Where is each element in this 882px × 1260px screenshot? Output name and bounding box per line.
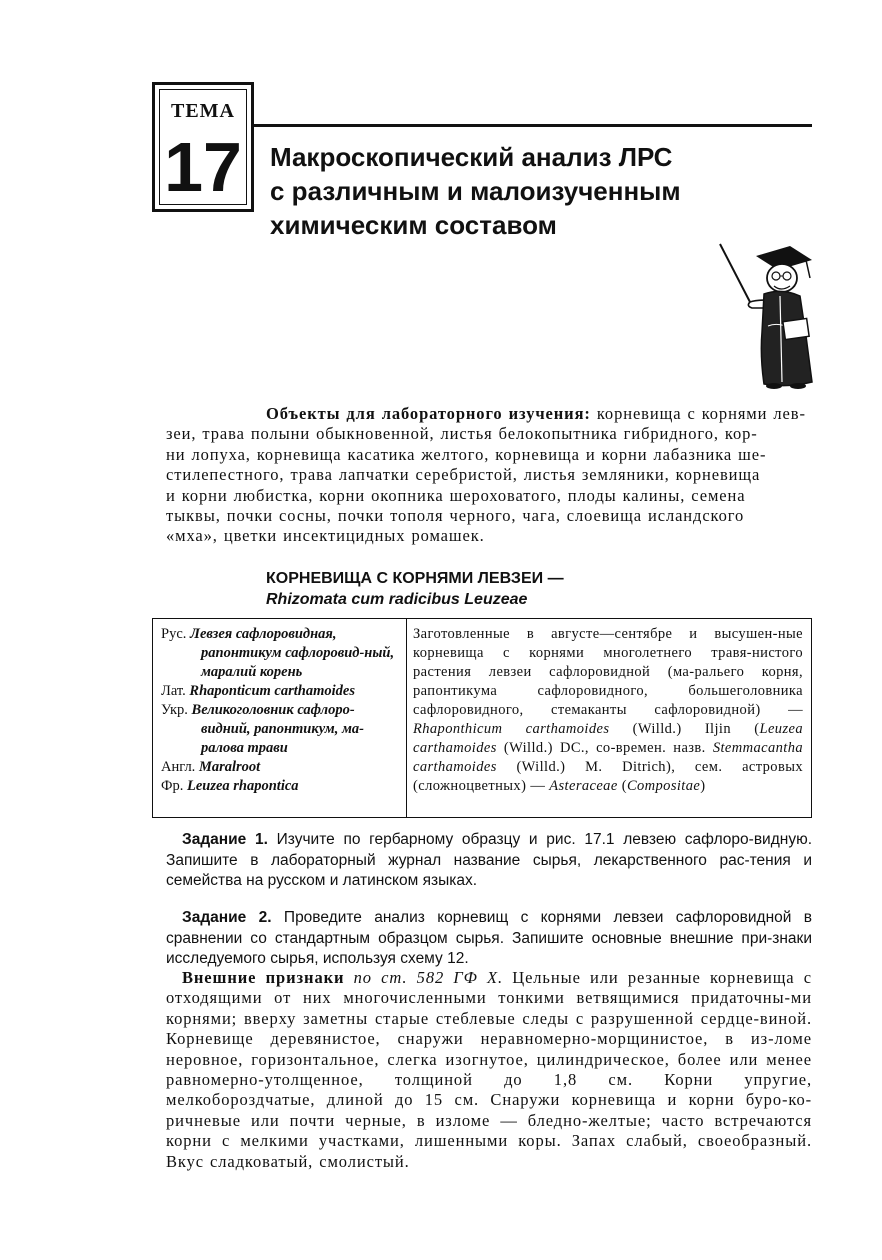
name-lang: Укр. xyxy=(161,702,188,718)
names-table-left-column xyxy=(153,619,407,817)
name-value: Великоголовник сафлоро-видний, рапонтикум, ма-ралова трави xyxy=(191,702,364,756)
name-value: Левзея сафлоровидная, рапонтикум сафлоровид-ный, маралий корень xyxy=(190,626,395,680)
description-text: (Willd.) M. Ditrich), сем. астровых (сложноцветных) — xyxy=(413,759,803,794)
section-title xyxy=(266,568,786,610)
external-reference: по ст. 582 ГФ X. xyxy=(344,968,504,987)
objects-label: Объекты для лабораторного изучения: xyxy=(266,404,591,423)
objects-paragraph xyxy=(166,404,812,547)
external-label: Внешние признаки xyxy=(182,968,345,987)
name-lang: Рус. xyxy=(161,626,187,642)
chapter-number: 17 xyxy=(164,128,242,206)
chapter-title-line: Макроскопический анализ ЛРС xyxy=(270,142,673,172)
chapter-label: ТЕМА xyxy=(171,100,235,122)
description-latin: Asteraceae xyxy=(549,778,618,794)
description-latin: Rhaponthicum carthamoides xyxy=(413,721,610,737)
name-row xyxy=(161,625,398,682)
chapter-box-inner xyxy=(159,89,247,205)
section-title-latin: Rhizomata cum radicibus Leuzeae xyxy=(266,591,528,608)
task-2 xyxy=(166,908,812,970)
name-row xyxy=(161,682,398,701)
header-rule xyxy=(254,124,812,127)
task-label: Задание 1. xyxy=(182,831,268,848)
objects-first-text: корневища с корнями лев- xyxy=(590,404,806,423)
name-row xyxy=(161,758,398,777)
chapter-title xyxy=(270,140,790,242)
professor-illustration-icon xyxy=(708,236,820,390)
name-value: Leuzea rhapontica xyxy=(186,778,299,794)
chapter-title-line: химическим составом xyxy=(270,210,557,240)
external-features-paragraph xyxy=(166,968,812,1172)
description-text: (Willd.) Iljin ( xyxy=(609,721,760,737)
objects-line: ни лопуха, корневища касатика желтого, корневища и корни лабазника ше- xyxy=(166,444,767,464)
name-lang: Англ. xyxy=(161,759,196,775)
objects-first-line xyxy=(166,404,812,424)
chapter-box xyxy=(152,82,254,212)
description-text: Заготовленные в августе—сентябре и высушен-ные корневища с корнями многолетнего травя-нистого растения левзеи сафлоровидной (ма-ральего корня, рапонтикума сафлоровидного, большеголовника сафлоровидного, стемаканты сафлоровидной) — xyxy=(413,626,803,718)
name-lang: Фр. xyxy=(161,778,184,794)
description-text: ) xyxy=(700,778,706,794)
chapter-title-line: с различным и малоизученным xyxy=(270,176,681,206)
task-text: Изучите по гербарному образцу и рис. 17.1 левзею сафлоро-видную. Запишите в лабораторный журнал название сырья, лекарственного рас-тения и семейства на русском и латинском языках. xyxy=(166,831,812,890)
objects-line: зеи, трава полыни обыкновенной, листья белокопытника гибридного, кор- xyxy=(166,424,758,444)
description-latin: Leuzea carthamoides xyxy=(413,721,803,756)
name-value: Maralroot xyxy=(198,759,261,775)
objects-line: тыквы, почки сосны, почки тополя черного, чага, слоевища исландского xyxy=(166,506,745,526)
names-table-description xyxy=(407,619,811,817)
names-table xyxy=(152,618,812,818)
description-latin: Compositae xyxy=(626,778,701,794)
description-text: (Willd.) DC., со-времен. назв. xyxy=(496,740,713,756)
objects-line: и корни любистка, корни окопника шероховатого, плоды калины, семена xyxy=(166,485,746,505)
name-lang: Лат. xyxy=(161,683,186,699)
section-title-ru: КОРНЕВИЩА С КОРНЯМИ ЛЕВЗЕИ — xyxy=(266,570,564,587)
name-row xyxy=(161,701,398,758)
task-label: Задание 2. xyxy=(182,909,272,926)
objects-line: стилепестного, трава лапчатки серебристой, листья земляники, корневища xyxy=(166,465,761,485)
description-text: ( xyxy=(617,778,627,794)
description-latin: Stemmacantha carthamoides xyxy=(413,740,803,775)
name-value: Rhaponticum carthamoides xyxy=(189,683,355,699)
external-text: Цельные или резанные корневища с отходящими от них многочисленными тонкими ветвящимися придаточны-ми корнями; вверху заметны старые стеблевые следы с разрушенной сердце-виной. Корневище деревянистое, снаружи неравномерно-морщинистое, в из-ломе неровное, горизонтальное, слегка изогнутое, цилиндрическое, более или менее равномерно-утолщенное, толщиной до 1,8 см. Корни упругие, мелкобороздчатые, длиной до 15 см. Снаружи корневища и корни буро-ко-ричневые или почти черные, в изломе — бледно-желтые; часто встречаются корни с мелкими участками, лишенными коры. Запах слабый, своеобразный. Вкус сладковатый, смолистый. xyxy=(166,968,812,1171)
task-1 xyxy=(166,830,812,892)
name-row xyxy=(161,777,398,796)
objects-line: «мха», цветки инсектицидных ромашек. xyxy=(166,526,485,546)
task-text: Проведите анализ корневищ с корнями левзеи сафлоровидной в сравнении со стандартным образцом сырья. Запишите основные внешние при-знаки исследуемого сырья, используя схему 12. xyxy=(166,909,812,968)
